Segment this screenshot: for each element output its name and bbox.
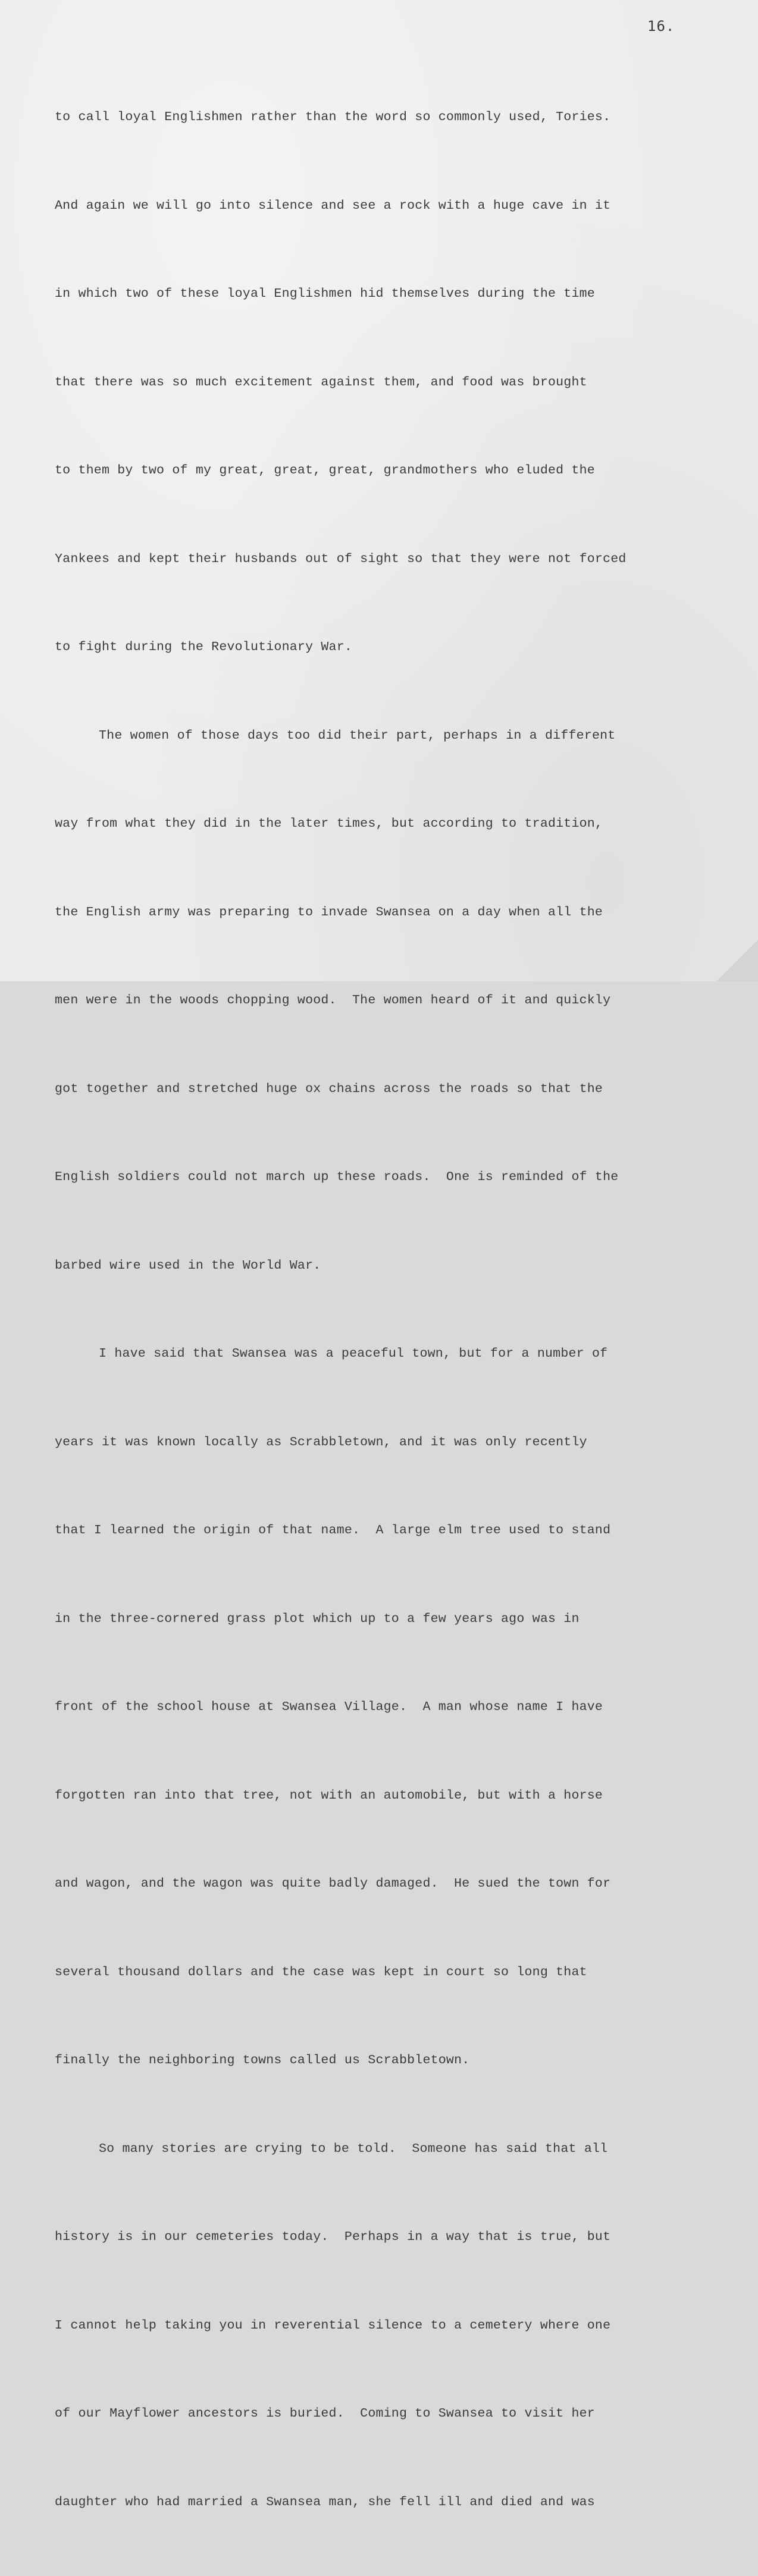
text-line: men were in the woods chopping wood. The women heard of it and quickly [55,993,611,1008]
text-line: in the three-cornered grass plot which up to a few years ago was in [55,1611,580,1626]
text-line: Yankees and kept their husbands out of sight so that they were not forced [55,551,627,566]
text-line: and wagon, and the wagon was quite badly damaged. He sued the town for [55,1877,611,1891]
text-line: to call loyal Englishmen rather than the word so commonly used, Tories. [55,110,611,124]
text-line: barbed wire used in the World War. [55,1258,321,1273]
page-corner-fold [716,940,758,981]
text-line: forgotten ran into that tree, not with an automobile, but with a horse [55,1788,603,1803]
text-line: front of the school house at Swansea Village. A man whose name I have [55,1700,603,1714]
text-line: finally the neighboring towns called us Scrabbletown. [55,2053,470,2067]
text-line: English soldiers could not march up these roads. One is reminded of the [55,1170,619,1184]
typescript-body [55,44,733,2576]
text-line: to fight during the Revolutionary War. [55,640,353,654]
text-line: And again we will go into silence and see a rock with a huge cave in it [55,198,611,213]
text-line: way from what they did in the later times, but according to tradition, [55,817,603,831]
text-line: the English army was preparing to invade Swansea on a day when all the [55,905,603,920]
text-line: years it was known locally as Scrabbletown, and it was only recently [55,1435,587,1449]
text-line: of our Mayflower ancestors is buried. Coming to Swansea to visit her [55,2406,595,2421]
text-line: history is in our cemeteries today. Perhaps in a way that is true, but [55,2230,611,2244]
text-line: in which two of these loyal Englishmen hid themselves during the time [55,287,595,301]
text-line: I cannot help taking you in reverential silence to a cemetery where one [55,2318,611,2333]
text-line: daughter who had married a Swansea man, she fell ill and died and was [55,2495,595,2509]
text-line: that I learned the origin of that name. A large elm tree used to stand [55,1523,611,1538]
text-line-paragraph-start: The women of those days too did their part, perhaps in a different [99,728,616,743]
text-line-paragraph-start: So many stories are crying to be told. Someone has said that all [99,2141,608,2156]
page-number: 16. [647,18,675,34]
text-line-paragraph-start: I have said that Swansea was a peaceful town, but for a number of [99,1347,608,1361]
text-line: that there was so much excitement against them, and food was brought [55,375,587,390]
text-line: to them by two of my great, great, great, grandmothers who eluded the [55,463,595,478]
text-line: several thousand dollars and the case was kept in court so long that [55,1965,587,1979]
text-line: got together and stretched huge ox chains across the roads so that the [55,1081,603,1096]
